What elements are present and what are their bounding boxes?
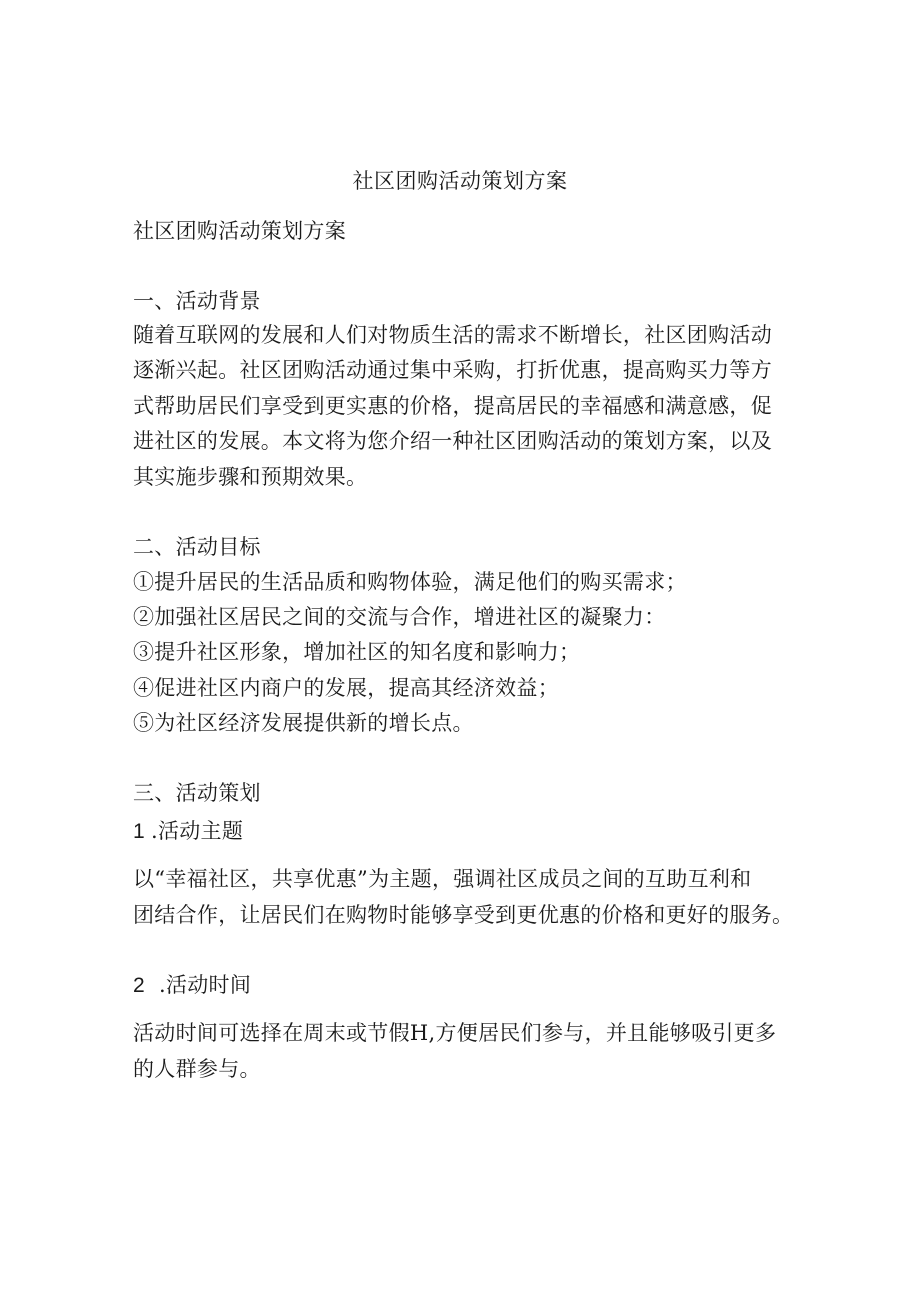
section-heading-background: 一、活动背景 <box>133 289 261 313</box>
subsection-number: 2 <box>133 974 145 997</box>
section-heading-goals: 二、活动目标 <box>133 535 261 559</box>
paragraph-line: 其实施步骤和预期效果。 <box>133 465 368 489</box>
goal-item: ③提升社区形象，增加社区的知名度和影响力； <box>133 640 581 664</box>
goal-item: ④促进社区内商户的发展，提高其经济效益； <box>133 676 559 700</box>
paragraph-line: 活动时间可选择在周末或节假H,方便居民们参与，并且能够吸引更多 <box>133 1021 777 1045</box>
paragraph-line: 随着互联网的发展和人们对物质生活的需求不断增长，社区团购活动 <box>133 323 772 347</box>
paragraph-line: 进社区的发展。本文将为您介绍一种社区团购活动的策划方案，以及 <box>133 429 772 453</box>
goal-item: ⑤为社区经济发展提供新的增长点。 <box>133 711 474 735</box>
subsection-number: 1 <box>133 820 145 843</box>
subsection-title: .活动主题 <box>150 819 244 843</box>
paragraph-line: 团结合作，让居民们在购物时能够享受到更优惠的价格和更好的服务。 <box>133 903 794 927</box>
document-title: 社区团购活动策划方案 <box>352 169 568 193</box>
goal-item: ②加强社区居民之间的交流与合作，增进社区的凝聚力： <box>133 605 666 629</box>
paragraph-line: 的人群参与。 <box>133 1057 261 1081</box>
subsection-heading-theme <box>133 816 813 847</box>
paragraph-line: 以“幸福社区，共享优惠”为主题，强调社区成员之间的互助互利和 <box>133 867 752 891</box>
section-heading-planning: 三、活动策划 <box>133 781 261 805</box>
document-subtitle: 社区团购活动策划方案 <box>133 219 346 243</box>
subsection-heading-time <box>133 970 813 1001</box>
paragraph-line: 式帮助居民们享受到更实惠的价格，提高居民的幸福感和满意感，促 <box>133 394 772 418</box>
goal-item: ①提升居民的生活品质和购物体验，满足他们的购买需求； <box>133 570 687 594</box>
paragraph-line: 逐渐兴起。社区团购活动通过集中采购，打折优惠，提高购买力等方 <box>133 358 772 382</box>
subsection-title: .活动时间 <box>158 973 252 997</box>
